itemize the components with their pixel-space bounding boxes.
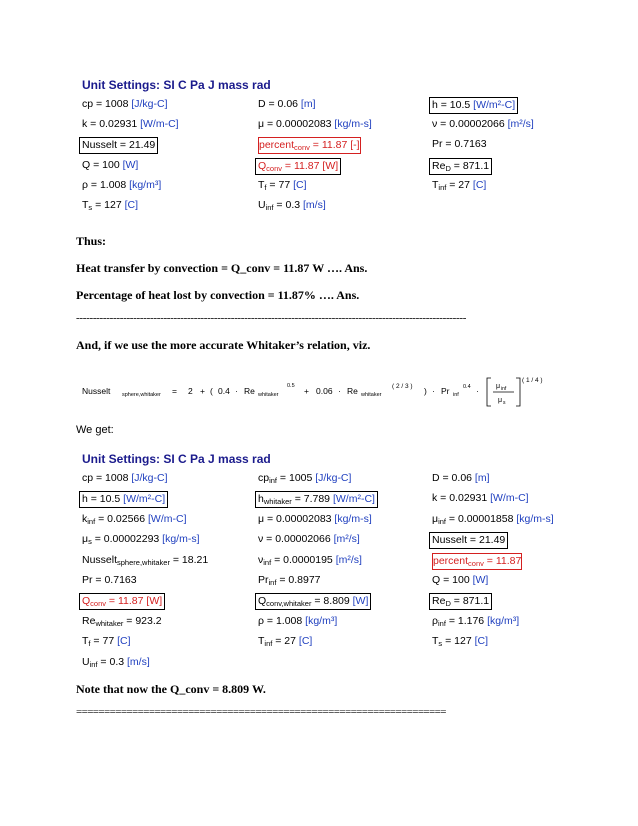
variable-name: ν [258,533,264,546]
whitaker-intro: And, if we use the more accurate Whitaker’s relation, viz. [76,338,371,352]
block1-var-r4-c1 [258,178,307,193]
variable-value: = 1.008 [263,614,306,627]
variable-value: = 127 [442,635,475,648]
formula-exp4: ( 1 / 4 ) [522,377,543,384]
unit-settings-title-2: Unit Settings: SI C Pa J mass rad [82,452,271,466]
block2-var-r4-c1 [258,553,362,568]
variable-unit: [W] [472,574,489,586]
unit-settings-title-1: Unit Settings: SI C Pa J mass rad [82,78,271,92]
formula-dot1: · [235,386,238,396]
variable-subscript: whitaker [263,497,292,507]
variable-value: = 77 [266,178,294,191]
formula-bracket-left [487,378,491,406]
block1-var-r3-c0 [82,158,138,173]
variable-unit: [W/m²-C] [123,493,166,506]
variable-unit: [W] [122,158,139,171]
block2-var-r7-c0 [82,614,162,629]
variable-unit: [-] [350,139,360,152]
variable-unit: [W/m-C] [490,492,529,505]
variable-value: = 1.008 [87,178,130,191]
variable-value: = 0.00002293 [91,533,163,546]
formula-dot3: · [432,386,435,396]
block2-var-r6-c2 [429,593,492,610]
block1-var-r2-c0 [79,137,158,154]
variable-value: = 0.00001858 [445,512,517,525]
block1-var-r4-c2 [432,178,486,193]
variable-subscript: inf [89,659,98,669]
formula-c2: 0.06 [316,386,333,396]
variable-subscript: inf [263,557,272,567]
variable-subscript: s [88,537,92,547]
formula-dot2: · [338,386,341,396]
variable-subscript: conv [266,163,283,173]
variable-name: cp [258,472,270,484]
variable-name: ρ [258,614,264,627]
variable-unit: [W/m-C] [148,512,187,525]
variable-subscript: inf [438,516,446,526]
block2-var-r6-c1 [255,593,371,610]
variable-unit: [J/kg-C] [131,472,168,484]
variable-value: = 0.02566 [95,512,149,525]
formula-two: 2 [188,386,193,396]
formula-bracket-right [516,378,520,406]
variable-name: ν [432,118,438,131]
variable-name: Re [432,595,446,608]
variable-name: cp [82,472,94,484]
variable-value: = 11.87 [282,159,323,172]
block1-var-r2-c1 [258,137,361,154]
variable-unit: [W/m²-C] [332,493,375,506]
block2-var-r0-c0 [82,471,168,486]
variable-name: μ [432,512,439,525]
variable-name: percent [433,554,469,567]
variable-unit: [J/kg-C] [131,98,168,110]
variable-unit: [m] [300,98,316,110]
block2-var-r8-c0 [82,634,131,649]
variable-name: k [82,118,88,131]
variable-unit: [C] [474,635,488,648]
variable-unit: [J/kg-C] [315,472,352,484]
block1-var-r0-c1 [258,97,316,112]
variable-subscript: inf [268,578,277,587]
variable-unit: [C] [293,178,307,191]
variable-name: Nusselt [82,553,118,566]
variable-unit: [m²/s] [507,118,534,131]
variable-name: Q [432,574,441,586]
variable-name: k [432,492,438,505]
variable-value: = 871.1 [450,595,490,608]
formula-exp1: 0.5 [287,383,295,389]
variable-value: = 0.7163 [92,574,137,586]
variable-unit: [m²/s] [335,553,362,566]
block1-var-r1-c1 [258,117,372,132]
variable-unit: [C] [124,199,138,211]
block2-var-r9-c0 [82,655,150,670]
variable-value: = 21.49 [117,139,156,152]
variable-unit: [kg/m-s] [162,533,200,546]
variable-name: Q [82,158,91,171]
variable-subscript: conv [294,143,310,153]
we-get-label: We get: [76,424,114,436]
variable-name: Pr [82,574,93,586]
block1-var-r2-c2 [432,137,487,152]
variable-value: = 0.02931 [87,118,141,131]
block2-var-r0-c2 [432,471,490,486]
block2-var-r0-c1 [258,471,351,486]
variable-value: = 923.2 [123,614,162,627]
variable-name: Nusselt [432,534,468,547]
variable-value: = 0.00002066 [263,533,334,546]
variable-unit: [kg/m-s] [516,512,554,525]
block2-var-r2-c1 [258,512,372,527]
variable-subscript: D [445,163,451,173]
formula-pr-sub: inf [453,392,459,398]
dash-separator: -------------------------------------------------------------------------------------------------------------------- [76,312,467,324]
variable-value: = 8.809 [311,595,353,608]
block2-var-r1-c1 [255,491,378,508]
formula-close: ) [424,386,427,396]
variable-name: h [258,493,264,506]
variable-subscript: inf [269,476,278,485]
block2-var-r2-c0 [82,512,187,527]
variable-name: Q [258,159,267,172]
variable-subscript: inf [87,516,96,526]
whitaker-formula-svg [82,372,562,412]
formula-re2: Re [347,386,358,396]
variable-unit: [C] [298,635,313,648]
variable-unit: [kg/m-s] [334,512,372,525]
block2-var-r5-c2 [432,573,488,588]
block1-var-r1-c0 [82,117,179,132]
variable-value: = 1005 [277,472,316,484]
formula-eq: = [172,386,177,396]
variable-value: = 100 [90,158,123,171]
variable-unit: [W/m-C] [140,118,179,131]
variable-value: = 0.0000195 [271,553,336,566]
variable-name: T [258,178,265,191]
block2-var-r4-c2 [432,553,522,570]
formula-pr: Pr [441,386,450,396]
variable-value: = 0.3 [97,655,127,668]
variable-subscript: inf [264,639,273,649]
block1-var-r0-c2 [429,97,518,114]
variable-name: Re [82,614,96,627]
variable-name: cp [82,98,94,110]
block1-var-r5-c0 [82,198,138,213]
variable-name: k [82,512,88,525]
variable-value: = 11.87 [106,595,147,608]
block2-var-r6-c0 [79,593,165,610]
variable-subscript: f [88,639,91,649]
variable-subscript: D [445,599,451,609]
formula-plus1: + [200,386,205,396]
formula-mu-num: μ [496,383,501,390]
variable-name: T [82,199,89,211]
variable-subscript: inf [438,182,447,192]
variable-name: Re [432,159,446,172]
formula-lhs-sub: sphere,whitaker [122,392,161,398]
variable-value: = 871.1 [450,159,490,172]
block2-var-r3-c2 [429,532,508,549]
thus-label: Thus: [76,234,107,248]
formula-re2-sub: whitaker [361,392,382,398]
variable-name: Nusselt [82,139,118,152]
variable-unit: [kg/m³] [487,614,520,627]
heat-transfer-answer: Heat transfer by convection = Q_conv = 11.87 W …. Ans. [76,261,368,275]
formula-dot4: · [476,386,479,396]
variable-subscript: conv,whitaker [266,599,312,609]
variable-name: ρ [82,178,88,191]
variable-value: = 0.06 [265,98,301,110]
variable-value: = 0.8977 [276,574,321,586]
variable-name: T [82,635,89,648]
variable-name: μ [82,533,89,546]
variable-name: T [432,635,439,648]
variable-name: ν [258,553,264,566]
variable-name: Q [258,595,267,608]
block2-var-r3-c0 [82,532,200,547]
variable-value: = 0.00002066 [437,118,508,131]
block2-var-r7-c2 [432,614,519,629]
variable-name: D [258,98,266,110]
variable-name: Pr [258,574,269,586]
formula-exp2: ( 2 / 3 ) [392,383,413,390]
formula-re1-sub: whitaker [258,392,279,398]
variable-name: h [82,493,88,506]
formula-open: ( [210,386,213,396]
variable-name: U [82,655,90,668]
variable-value: = 100 [440,574,473,586]
block2-var-r8-c2 [432,634,488,649]
variable-unit: [kg/m-s] [334,118,372,131]
formula-lhs: Nusselt [82,386,111,396]
block1-var-r1-c2 [432,117,534,132]
block1-var-r3-c2 [429,158,492,175]
variable-subscript: s [438,639,443,649]
variable-unit: [C] [117,635,131,648]
variable-unit: [m] [474,472,490,484]
variable-subscript: s [88,203,93,212]
variable-unit: [W/m²-C] [473,99,516,111]
variable-value: = 0.00002083 [264,118,335,131]
variable-subscript: sphere,whitaker [117,557,170,567]
variable-name: Q [82,595,91,608]
variable-unit: [m/s] [303,199,326,211]
variable-value: = 0.06 [439,472,475,484]
formula-exp3: 0.4 [463,384,471,390]
variable-value: = 0.3 [273,199,303,211]
block1-var-r0-c0 [82,97,168,112]
variable-value: = 27 [272,635,299,648]
equals-separator: ================================================================== [76,706,446,718]
variable-value: = 10.5 [437,99,474,111]
variable-name: U [258,199,266,211]
variable-name: h [432,99,438,111]
variable-name: μ [258,512,265,525]
variable-subscript: conv [468,558,484,568]
variable-value: = 0.00002083 [264,512,335,525]
variable-value: = 127 [92,199,125,211]
variable-value: = 10.5 [87,493,124,506]
variable-value: = 0.7163 [442,138,487,151]
block2-var-r4-c0 [82,553,208,568]
variable-value: = 11.87 [483,554,522,567]
variable-value: = 27 [446,178,473,191]
formula-mu-den-sub: s [503,400,506,406]
variable-value: = 77 [90,635,118,648]
block2-var-r2-c2 [432,512,554,527]
variable-unit: [m/s] [127,655,150,668]
formula-mu-num-sub: inf [501,386,507,392]
block2-var-r5-c0 [82,573,137,588]
variable-unit: [kg/m³] [129,178,162,191]
variable-value: = 11.87 [309,139,351,152]
percentage-answer: Percentage of heat lost by convection = 11.87% …. Ans. [76,288,360,302]
variable-subscript: whitaker [95,618,124,628]
variable-value: = 21.49 [467,534,506,547]
variable-unit: [kg/m³] [305,614,338,627]
variable-subscript: conv [90,599,107,609]
block2-var-r1-c0 [79,491,168,508]
variable-name: T [432,178,439,191]
variable-subscript: inf [437,618,446,628]
variable-name: percent [259,139,295,152]
variable-name: Pr [432,138,443,151]
block2-var-r5-c1 [258,573,321,588]
variable-unit: [W] [322,159,339,172]
whitaker-formula [82,372,562,412]
formula-re1: Re [244,386,255,396]
variable-unit: [m²/s] [333,533,360,546]
variable-subscript: f [264,182,267,192]
variable-value: = 0.02931 [437,492,491,505]
variable-value: = 1008 [93,472,132,484]
block1-var-r5-c1 [258,198,326,213]
variable-unit: [C] [472,178,487,191]
variable-unit: [W] [146,595,163,608]
variable-name: μ [258,118,265,131]
formula-plus2: + [304,386,309,396]
variable-value: = 7.789 [291,493,333,506]
block2-var-r3-c1 [258,532,360,547]
variable-value: = 1008 [93,98,132,110]
block2-var-r8-c1 [258,634,312,649]
variable-name: ρ [432,614,438,627]
variable-value: = 18.21 [169,553,209,566]
block2-var-r1-c2 [432,491,529,506]
variable-value: = 1.176 [445,614,488,627]
variable-subscript: inf [265,203,274,212]
variable-name: D [432,472,440,484]
block1-var-r4-c0 [82,178,161,193]
formula-mu-den: μ [498,397,503,404]
block1-var-r3-c1 [255,158,341,175]
block2-var-r7-c1 [258,614,337,629]
note-text: Note that now the Q_conv = 8.809 W. [76,682,266,696]
formula-c1: 0.4 [218,386,230,396]
variable-unit: [W] [352,595,369,608]
variable-name: T [258,635,265,648]
